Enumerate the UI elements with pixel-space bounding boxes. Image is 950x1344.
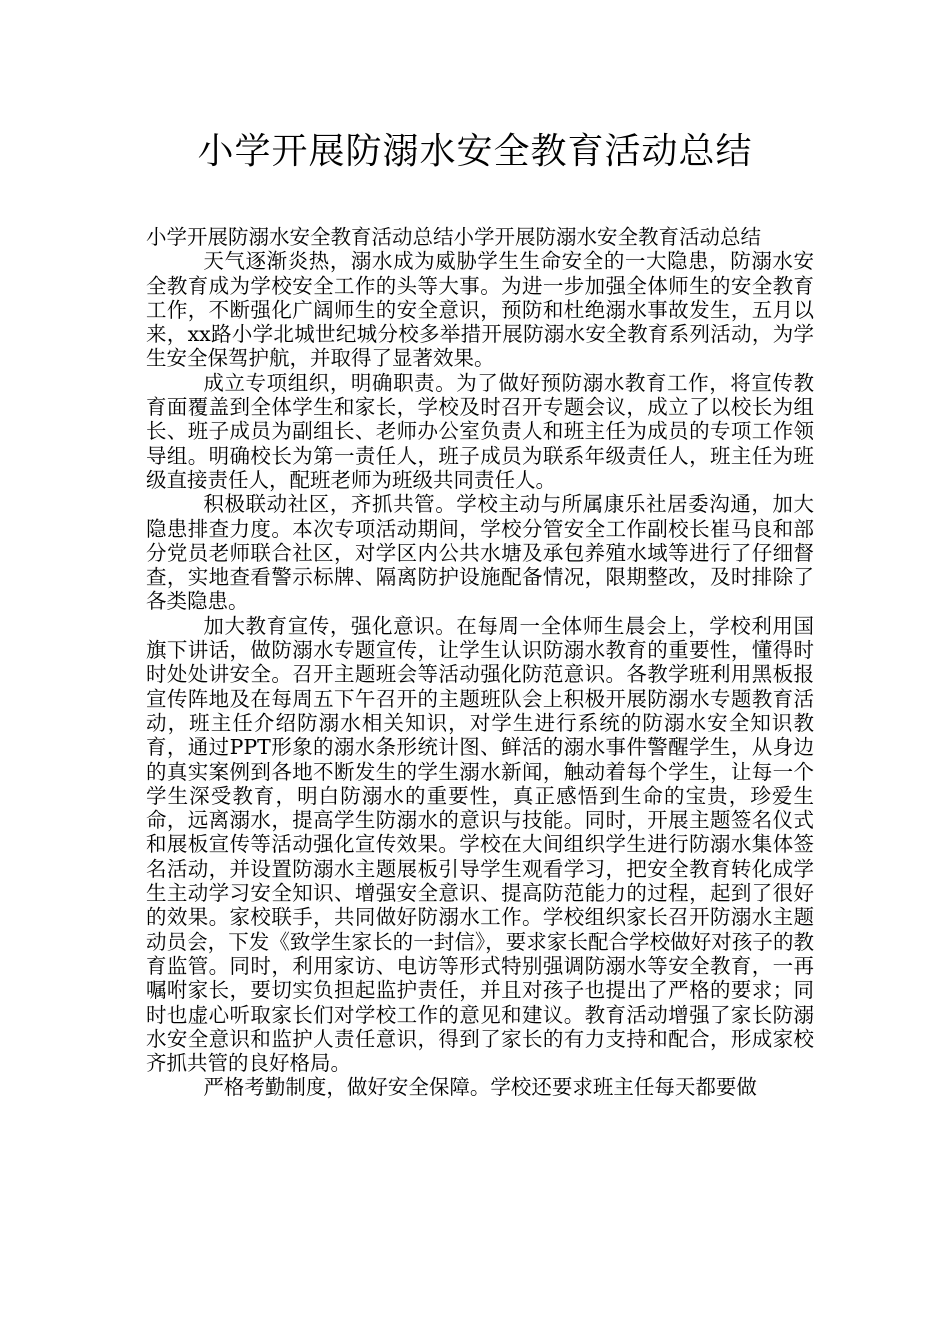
paragraph-attendance: 严格考勤制度，做好安全保障。学校还要求班主任每天都要做 xyxy=(203,1075,757,1100)
heading-line: 小学开展防溺水安全教育活动总结小学开展防溺水安全教育活动总结 xyxy=(146,225,761,249)
document-title: 小学开展防溺水安全教育活动总结 xyxy=(197,131,753,172)
document-body xyxy=(146,225,814,1100)
paragraph-publicity: 加大教育宣传，强化意识。在每周一全体师生晨会上，学校利用国旗下讲话，做防溺水专题宣传，让学生认识防溺水教育的重要性，懂得时时处处讲安全。召开主题班会等活动强化防范意识。各教学班利用黑板报宣传阵地及在每周五下午召开的主题班队会上积极开展防溺水专题教育活动，班主任介绍防溺水相关知识，对学生进行系统的防溺水安全知识教育，通过PPT形象的溺水条形统计图、鲜活的溺水事件警醒学生，从身边的真实案例到各地不断发生的学生溺水新闻，触动着每个学生，让每一个学生深受教育，明白防溺水的重要性，真正感悟到生命的宝贵，珍爱生命，远离溺水，提高学生防溺水的意识与技能。同时，开展主题签名仪式和展板宣传等活动强化宣传效果。学校在大间组织学生进行防溺水集体签名活动，并设置防溺水主题展板引导学生观看学习，把安全教育转化成学生主动学习安全知识、增强安全意识、提高防范能力的过程，起到了很好的效果。家校联手，共同做好防溺水工作。学校组织家长召开防溺水主题动员会，下发《致学生家长的一封信》，要求家长配合学校做好对孩子的教育监管。同时，利用家访、电访等形式特别强调防溺水等安全教育，一再嘱咐家长，要切实负担起监护责任，并且对孩子也提出了严格的要求；同时也虚心听取家长们对学校工作的意见和建议。教育活动增强了家长防溺水安全意识和监护人责任意识，得到了家长的有力支持和配合，形成家校齐抓共管的良好格局。 xyxy=(146,613,814,1076)
paragraph-organization: 成立专项组织，明确职责。为了做好预防溺水教育工作，将宣传教育面覆盖到全体学生和家长，学校及时召开专题会议，成立了以校长为组长、班子成员为副组长、老师办公室负责人和班主任为成员的专项工作领导组。明确校长为第一责任人，班子成员为联系年级责任人，班主任为班级直接责任人，配班老师为班级共同责任人。 xyxy=(146,370,814,492)
paragraph-community: 积极联动社区，齐抓共管。学校主动与所属康乐社居委沟通，加大隐患排查力度。本次专项活动期间，学校分管安全工作副校长崔马良和部分党员老师联合社区，对学区内公共水塘及承包养殖水域等进行了仔细督查，实地查看警示标牌、隔离防护设施配备情况，限期整改，及时排除了各类隐患。 xyxy=(146,492,814,614)
paragraph-intro: 天气逐渐炎热，溺水成为威胁学生生命安全的一大隐患，防溺水安全教育成为学校安全工作的头等大事。为进一步加强全体师生的安全教育工作，不断强化广阔师生的安全意识，预防和杜绝溺水事故发生，五月以来，xx路小学北城世纪城分校多举措开展防溺水安全教育系列活动，为学生安全保驾护航，并取得了显著效果。 xyxy=(146,249,814,371)
